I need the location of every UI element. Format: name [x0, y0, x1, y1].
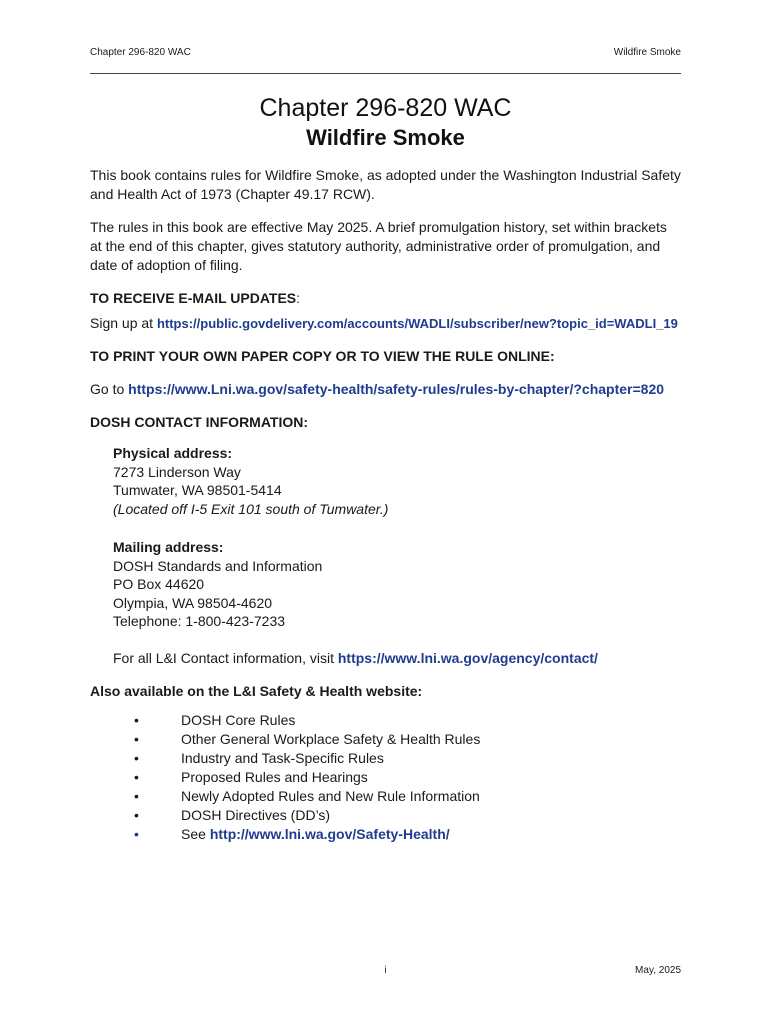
contact-link[interactable]: https://www.lni.wa.gov/agency/contact/	[337, 649, 598, 666]
contact-heading: DOSH CONTACT INFORMATION:	[90, 414, 309, 430]
list-item: • Other General Workplace Safety & Health Rules	[134, 730, 481, 747]
also-available-heading: Also available on the L&I Safety & Health website:	[90, 682, 423, 699]
list-item-see: • See http://www.lni.wa.gov/Safety-Health/	[134, 825, 450, 842]
header-chapter: Chapter 296-820 WAC	[90, 47, 191, 58]
list-item: • DOSH Core Rules	[134, 711, 296, 728]
list-item: • Proposed Rules and Hearings	[134, 768, 368, 785]
mailing-address-line1: DOSH Standards and Information	[113, 557, 323, 574]
footer-date: May, 2025	[635, 965, 681, 976]
physical-address-note: (Located off I-5 Exit 101 south of Tumwater.)	[113, 500, 389, 517]
mailing-address-line2: PO Box 44620	[113, 576, 205, 592]
physical-address-line2: Tumwater, WA 98501-5414	[113, 482, 282, 498]
page-content	[90, 93, 681, 844]
all-contact-line: For all L&I Contact information, visit https://www.lni.wa.gov/agency/contact/	[113, 649, 598, 666]
effective-paragraph: The rules in this book are effective May 2025. A brief promulgation history, set within brackets at the end of this chapter, gives statutory authority, administrative order of promulgation, and date of adoption of filing.	[90, 219, 667, 273]
header-topic: Wildfire Smoke	[613, 47, 681, 58]
rule-online-link[interactable]: https://www.Lni.wa.gov/safety-health/safety-rules/rules-by-chapter/?chapter=820	[128, 381, 665, 397]
list-item: • DOSH Directives (DD’s)	[134, 806, 331, 823]
list-item: • Industry and Task-Specific Rules	[134, 749, 384, 766]
print-copy-heading: TO PRINT YOUR OWN PAPER COPY OR TO VIEW THE RULE ONLINE:	[90, 348, 555, 364]
email-signup-link[interactable]: https://public.govdelivery.com/accounts/WADLI/subscriber/new?topic_id=WADLI_19	[156, 316, 678, 331]
safety-health-link[interactable]: http://www.lni.wa.gov/Safety-Health/	[209, 825, 450, 842]
physical-address-label: Physical address:	[113, 445, 233, 461]
physical-address	[113, 444, 681, 518]
mailing-address	[113, 538, 681, 631]
page-subtitle: Wildfire Smoke	[306, 125, 465, 150]
mailing-address-label: Mailing address:	[113, 539, 224, 555]
page-number: i	[384, 965, 387, 976]
physical-address-line1: 7273 Linderson Way	[113, 463, 241, 480]
print-copy-line: Go to https://www.Lni.wa.gov/safety-health/safety-rules/rules-by-chapter/?chapter=820	[90, 381, 665, 397]
email-updates-heading: TO RECEIVE E-MAIL UPDATES:	[90, 290, 301, 306]
page-title: Chapter 296-820 WAC	[259, 94, 512, 122]
mailing-address-line3: Olympia, WA 98504-4620	[113, 594, 273, 611]
list-item: • Newly Adopted Rules and New Rule Information	[134, 787, 480, 804]
intro-paragraph: This book contains rules for Wildfire Smoke, as adopted under the Washington Industrial Safety and Health Act of 1973 (Chapter 49.17 RCW).	[90, 167, 681, 202]
resource-list	[90, 711, 681, 844]
page-header	[90, 45, 681, 74]
email-updates-line: Sign up at https://public.govdelivery.com/accounts/WADLI/subscriber/new?topic_id=WADLI_19	[90, 315, 678, 331]
mailing-address-phone: Telephone: 1-800-423-7233	[113, 613, 286, 629]
